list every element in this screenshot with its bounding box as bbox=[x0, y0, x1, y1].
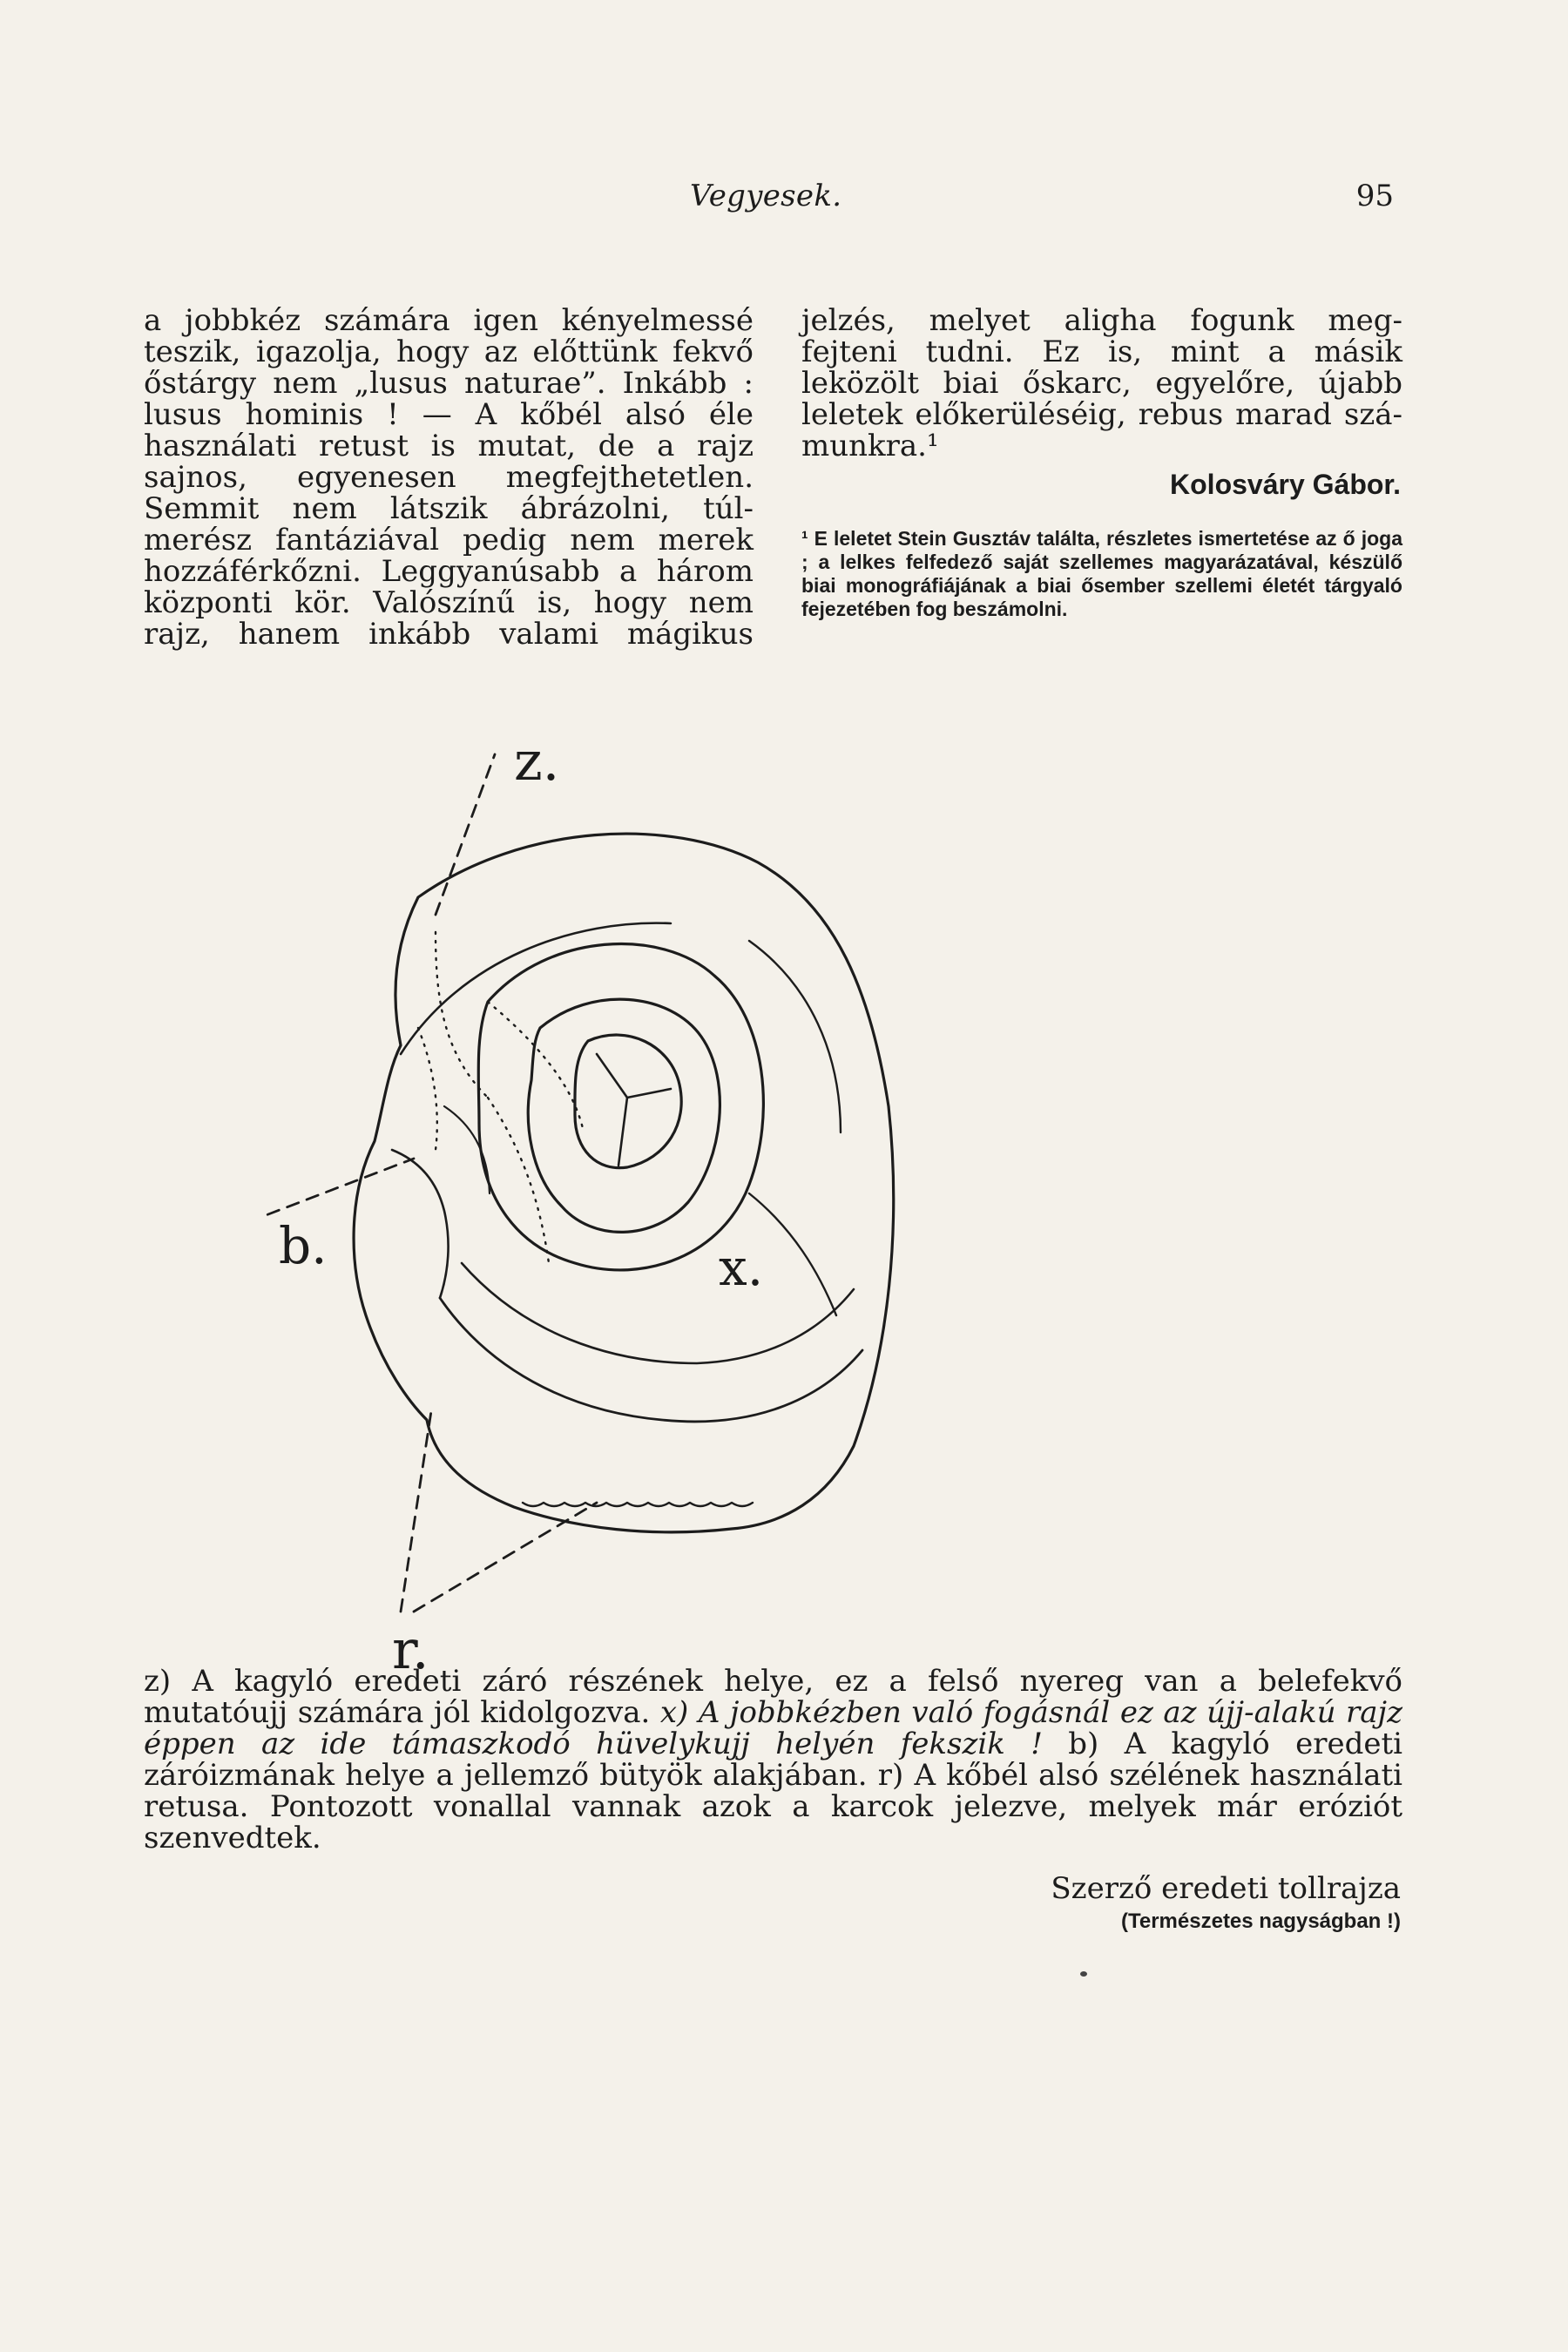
caption-r: r) A kőbél alsó szélének használati retusa. Pontozott vonallal vannak azok a karcok jelezve, melyek már eróziót szenvedtek. bbox=[144, 1758, 1403, 1855]
dotted-scratch-1 bbox=[436, 932, 488, 1098]
sweep-line-3 bbox=[462, 1263, 854, 1363]
text-line: központi kör. Valószínű is, hogy nem bbox=[144, 585, 754, 620]
drawing-credit: Szerző eredeti tollrajza bbox=[1051, 1871, 1401, 1906]
core-cross-2 bbox=[618, 1098, 627, 1166]
author-signature: Kolosváry Gábor. bbox=[1170, 469, 1401, 500]
inner-ring-core bbox=[575, 1035, 681, 1168]
text-line: leközölt biai őskarc, egyelőre, újabb bbox=[801, 366, 1402, 401]
label-z: z. bbox=[514, 740, 560, 793]
pointer-z bbox=[436, 754, 495, 915]
caption-x: x) A jobbkézben való fogásnál ez az újj-alakú rajz éppen az ide támaszkodó hüvelykujj helyén fekszik ! bbox=[144, 1695, 1402, 1761]
figure-caption bbox=[144, 1666, 1402, 1854]
pointer-r-right bbox=[414, 1503, 597, 1612]
dotted-scratch-3 bbox=[488, 1002, 584, 1132]
page-number: 95 bbox=[1355, 179, 1394, 213]
text-line: használati retust is mutat, de a rajz bbox=[144, 429, 754, 463]
text-line: a jobbkéz számára igen kényelmessé bbox=[144, 303, 754, 338]
right-column bbox=[801, 305, 1402, 462]
text-line: őstárgy nem „lusus naturae”. Inkább : bbox=[144, 366, 754, 401]
label-r: r. bbox=[392, 1618, 429, 1681]
caption-z: z) A kagyló eredeti záró részének helye, ez a felső nyereg van a belefekvő mutatóujj számára jól kidolgozva. bbox=[144, 1664, 1402, 1730]
text-line: jelzés, melyet aligha fogunk meg- bbox=[801, 303, 1402, 338]
text-line: hozzáférkőzni. Leggyanúsabb a három bbox=[144, 554, 754, 589]
text-line: leletek előkerüléséig, rebus marad szá- bbox=[801, 397, 1402, 432]
text-line: sajnos, egyenesen megfejthetetlen. bbox=[144, 460, 754, 495]
dotted-scratch-2 bbox=[488, 1098, 549, 1263]
caption-b: b) A kagyló eredeti záróizmának helye a jellemző bütyök alakjában. bbox=[144, 1727, 1402, 1793]
core-cross-1 bbox=[597, 1054, 671, 1098]
running-header: Vegyesek. bbox=[690, 179, 842, 213]
left-column bbox=[144, 305, 754, 650]
footnote: ¹ E leletet Stein Gusztáv találta, részletes ismertetése az ő joga ; a lelkes felfedező saját szellemes magyarázatával, készülő biai monográfiájának a biai ősember szellemi életét tárgyaló fejezetében fog beszámolni. bbox=[801, 527, 1402, 620]
fold-line bbox=[444, 1106, 490, 1193]
text-line: munkra.¹ bbox=[801, 429, 939, 463]
ink-speck bbox=[1080, 1971, 1087, 1977]
label-b: b. bbox=[279, 1216, 328, 1275]
text-line: lusus hominis ! — A kőbél alsó éle bbox=[144, 397, 754, 432]
shell-drawing bbox=[261, 740, 1089, 1699]
text-line: rajz, hanem inkább valami mágikus bbox=[144, 617, 754, 652]
text-line: fejteni tudni. Ez is, mint a másik bbox=[801, 335, 1402, 369]
text-line: teszik, igazolja, hogy az előttünk fekvő bbox=[144, 335, 754, 369]
label-x: x. bbox=[719, 1238, 764, 1297]
shell-outline bbox=[354, 834, 894, 1532]
shell-notch bbox=[392, 1150, 449, 1298]
text-line: Semmit nem látszik ábrázolni, túl- bbox=[144, 491, 754, 526]
dotted-scratch-4 bbox=[418, 1028, 437, 1150]
retouch-edge bbox=[523, 1503, 753, 1506]
text-line: merész fantáziával pedig nem merek bbox=[144, 523, 754, 558]
pointer-r-left bbox=[401, 1411, 431, 1612]
drawing-scale-note: (Természetes nagyságban !) bbox=[1121, 1909, 1401, 1933]
